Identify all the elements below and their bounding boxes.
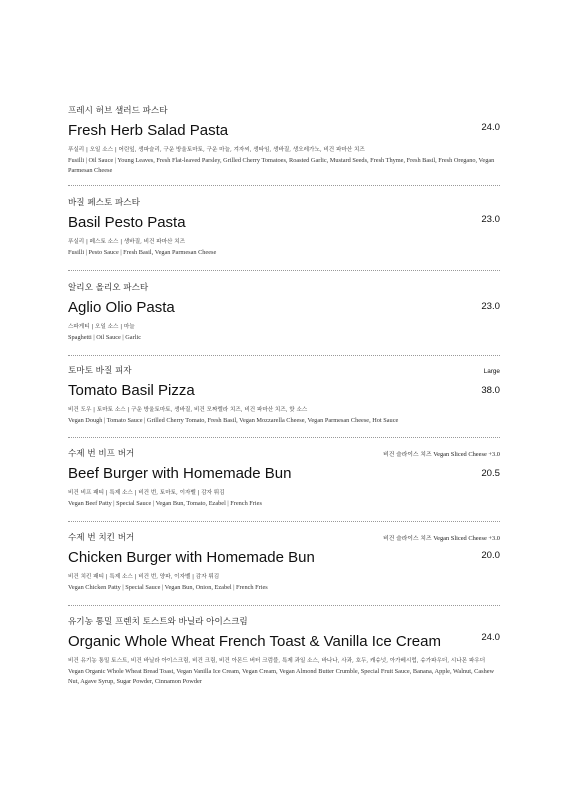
item-korean-name: 알리오 올리오 파스타 (68, 283, 149, 293)
item-english-name: Organic Whole Wheat French Toast & Vanilla Ice Cream (68, 633, 441, 650)
add-on-option (383, 449, 500, 461)
divider (68, 437, 500, 438)
item-price: 38.0 (481, 385, 500, 396)
divider (68, 270, 500, 271)
add-on-english: Vegan Sliced Cheese +3.0 (433, 535, 500, 542)
divider (68, 521, 500, 522)
menu-item (68, 533, 500, 593)
item-english-name: Chicken Burger with Homemade Bun (68, 549, 315, 566)
item-english-description: Spaghetti | Oil Sauce | Garlic (68, 334, 141, 341)
item-english-name: Aglio Olio Pasta (68, 299, 175, 316)
item-english-description: Vegan Chicken Patty | Special Sauce | Vegan Bun, Onion, Ezabel | French Fries (68, 584, 268, 591)
add-on-english: Vegan Sliced Cheese +3.0 (433, 451, 500, 458)
item-price: 20.5 (481, 468, 500, 479)
item-korean-description: 비건 유기농 통밀 토스트, 비건 바닐라 아이스크림, 비건 크림, 비건 아몬드 버터 크럼블, 특제 과일 소스, 바나나, 사과, 호두, 캐슈넛, 아가베시럽, 슈가파우더, 시나몬 파우더 (68, 658, 486, 664)
item-korean-description: 비건 치킨 패티 | 특제 소스 | 비건 번, 양파, 이자벨 | 감자 튀김 (68, 574, 220, 580)
add-on-option (383, 533, 500, 545)
item-english-name: Basil Pesto Pasta (68, 214, 186, 231)
item-korean-name: 바질 페스토 파스타 (68, 198, 140, 208)
price-size-label: Large (483, 368, 500, 375)
add-on-korean: 비건 슬라이스 치즈 (383, 536, 432, 542)
item-korean-description: 푸실리 | 페스토 소스 | 생바질, 비건 파마산 치즈 (68, 239, 186, 245)
menu-item (68, 617, 500, 687)
item-price: 20.0 (481, 550, 500, 561)
item-price: 24.0 (481, 632, 500, 643)
divider (68, 605, 500, 606)
item-price: 23.0 (481, 301, 500, 312)
divider (68, 185, 500, 186)
item-korean-description: 비건 비프 패티 | 특제 소스 | 비건 번, 토마토, 이자벨 | 감자 튀김 (68, 490, 225, 496)
item-korean-name: 수제 번 비프 버거 (68, 449, 135, 459)
item-korean-description: 푸실리 | 오일 소스 | 어린잎, 생파슬리, 구운 방울토마토, 구운 마늘, 겨자씨, 생타임, 생바질, 생오레가노, 비건 파마산 치즈 (68, 147, 365, 153)
item-price: 24.0 (481, 122, 500, 133)
menu-item (68, 106, 500, 176)
item-english-description: Fusilli | Oil Sauce | Young Leaves, Fresh Flat-leaved Parsley, Grilled Cherry Tomatoes, Roasted Garlic, Mustard Seeds, Fresh Thyme, Fresh Basil, Fresh Oregano, Vegan Parmesan Cheese (68, 157, 495, 174)
menu-item (68, 449, 500, 509)
menu-item (68, 198, 500, 258)
item-korean-name: 토마토 바질 피자 (68, 366, 132, 376)
item-korean-name: 프레시 허브 샐러드 파스타 (68, 106, 168, 116)
item-english-description: Vegan Beef Patty | Special Sauce | Vegan Bun, Tomato, Ezabel | French Fries (68, 500, 262, 507)
item-english-description: Vegan Dough | Tomato Sauce | Grilled Cherry Tomato, Fresh Basil, Vegan Mozzarella Cheese, Vegan Parmesan Cheese, Hot Sauce (68, 417, 399, 424)
item-korean-description: 비건 도우 | 토마토 소스 | 구운 방울토마토, 생바질, 비건 모짜렐라 치즈, 비건 파마산 치즈, 핫 소스 (68, 407, 308, 413)
item-english-name: Fresh Herb Salad Pasta (68, 122, 229, 139)
item-price: 23.0 (481, 214, 500, 225)
menu-item (68, 283, 500, 343)
item-korean-name: 수제 번 치킨 버거 (68, 533, 135, 543)
divider (68, 355, 500, 356)
item-english-description: Fusilli | Pesto Sauce | Fresh Basil, Vegan Parmesan Cheese (68, 249, 217, 256)
item-korean-name: 유기농 통밀 프렌치 토스트와 바닐라 아이스크림 (68, 617, 248, 627)
item-english-name: Tomato Basil Pizza (68, 382, 195, 399)
item-korean-description: 스파게티 | 오일 소스 | 마늘 (68, 324, 135, 330)
add-on-korean: 비건 슬라이스 치즈 (383, 452, 432, 458)
menu-item (68, 366, 500, 426)
item-english-name: Beef Burger with Homemade Bun (68, 465, 292, 482)
item-english-description: Vegan Organic Whole Wheat Bread Toast, Vegan Vanilla Ice Cream, Vegan Cream, Vegan Almond Butter Crumble, Special Fruit Sauce, Banana, Apple, Walnut, Cashew Nut, Agave Syrup, Sugar Powder, Cinnamon Powder (68, 668, 495, 685)
